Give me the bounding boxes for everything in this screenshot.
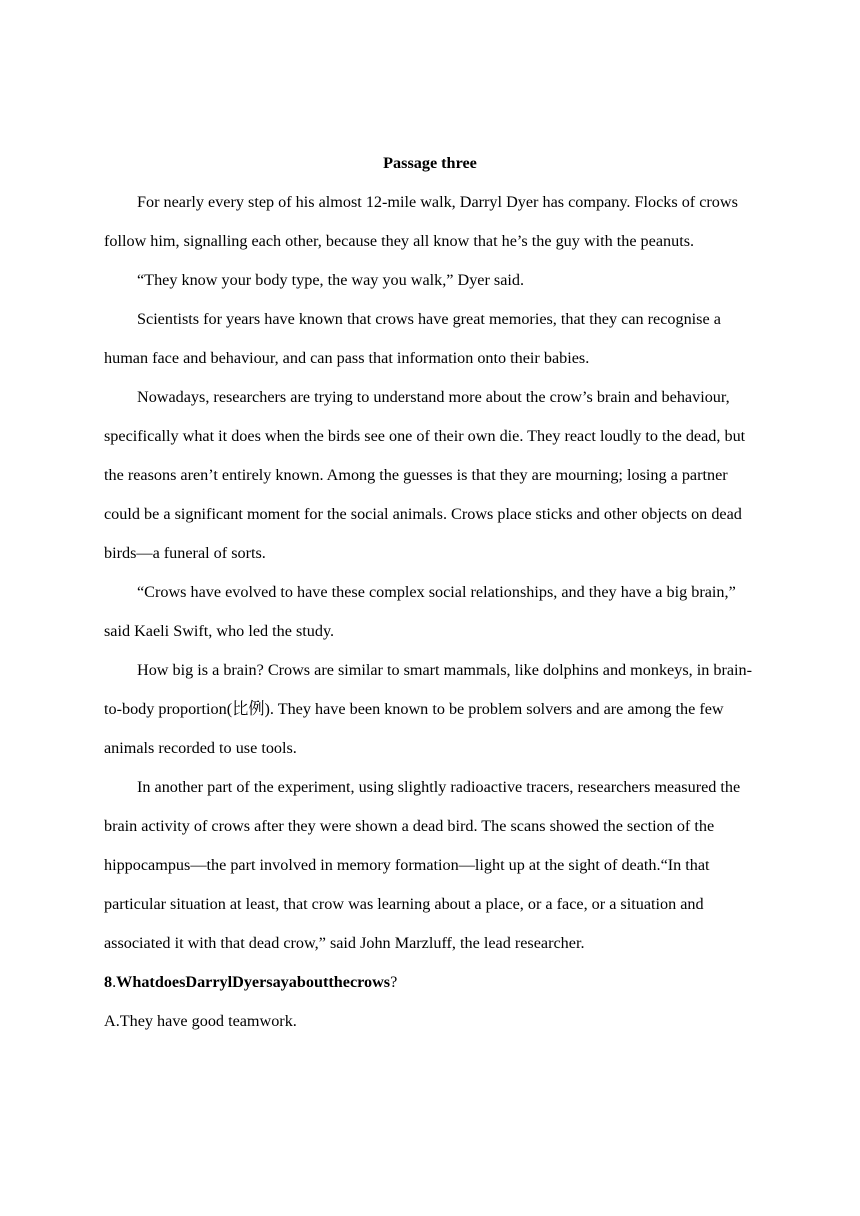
question-mark: ? bbox=[390, 973, 398, 991]
paragraph-2: “They know your body type, the way you walk,” Dyer said. bbox=[137, 271, 525, 289]
paragraph-3: Scientists for years have known that crows have great memories, that they can recognise a human face and behaviour, and can pass that information onto their babies. bbox=[104, 310, 721, 367]
question-text: WhatdoesDarrylDyersayaboutthecrows bbox=[116, 973, 391, 991]
paragraph-1: For nearly every step of his almost 12-mile walk, Darryl Dyer has company. Flocks of crows follow him, signalling each other, because they all know that he’s the guy with the peanuts. bbox=[104, 193, 738, 250]
option-a: A.They have good teamwork. bbox=[104, 1012, 297, 1030]
question-separator: . bbox=[112, 973, 117, 991]
question-8 bbox=[104, 963, 756, 1002]
paragraph-5: “Crows have evolved to have these complex social relationships, and they have a big brain,” said Kaeli Swift, who led the study. bbox=[104, 583, 736, 640]
paragraph-7: In another part of the experiment, using slightly radioactive tracers, researchers measured the brain activity of crows after they were shown a dead bird. The scans showed the section of the hippocampus—the part involved in memory formation—light up at the sight of death.“In that particular situation at least, that crow was learning about a place, or a face, or a situation and associated it with that dead crow,” said John Marzluff, the lead researcher. bbox=[104, 778, 741, 952]
passage-title: Passage three bbox=[383, 154, 477, 172]
paragraph-4: Nowadays, researchers are trying to understand more about the crow’s brain and behaviour, specifically what it does when the birds see one of their own die. They react loudly to the dead, but the reasons aren’t entirely known. Among the guesses is that they are mourning; losing a partner could be a significant moment for the social animals. Crows place sticks and other objects on dead birds—a funeral of sorts. bbox=[104, 388, 746, 562]
paragraph-6: How big is a brain? Crows are similar to smart mammals, like dolphins and monkeys, in brain-to-body proportion(比例). They have been known to be problem solvers and are among the few animals recorded to use tools. bbox=[104, 661, 753, 757]
document-body bbox=[104, 144, 756, 1041]
question-number: 8 bbox=[104, 973, 113, 991]
